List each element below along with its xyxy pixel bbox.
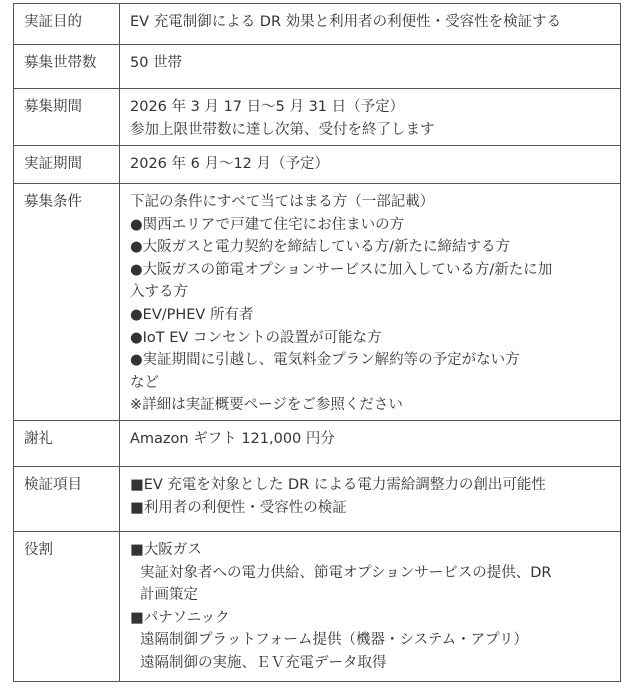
table-row-trial-period (14, 146, 621, 184)
row-value (120, 532, 621, 682)
row-value (120, 184, 621, 421)
row-label: 検証項目 (14, 467, 120, 532)
value-line: 実証対象者への電力供給、節電オプションサービスの提供、DR (140, 564, 552, 581)
row-value (120, 421, 621, 467)
table-row-verification (14, 467, 621, 532)
value-line: 遠隔制御プラットフォーム提供（機器・システム・アプリ） (140, 632, 529, 649)
row-value (120, 467, 621, 532)
value-line: 入する方 (130, 284, 188, 301)
value-line: 2026 年 6 月～12 月（予定） (130, 156, 330, 172)
value-line: ●実証期間に引越し、電気料金プラン解約等の予定がない方 (130, 352, 520, 369)
value-line: ●大阪ガスの節電オプションサービスに加入している方/新たに加 (130, 261, 553, 278)
value-line: ■EV 充電を対象とした DR による電力需給調整力の創出可能性 (130, 477, 546, 493)
value-line: など (130, 374, 159, 391)
value-line: ■パナソニック (130, 609, 230, 626)
value-line: 計画策定 (140, 587, 198, 604)
row-label: 募集期間 (14, 89, 120, 146)
row-label: 実証期間 (14, 146, 120, 184)
value-line: EV 充電制御による DR 効果と利用者の利便性・受容性を検証する (130, 14, 562, 30)
value-line: ●IoT EV コンセントの設置が可能な方 (130, 329, 382, 346)
table-row-conditions (14, 184, 621, 421)
value-line: ■大阪ガス (130, 542, 202, 558)
value-line: ●関西エリアで戸建て住宅にお住まいの方 (130, 216, 405, 233)
table-row-households (14, 45, 621, 89)
row-label: 募集条件 (14, 184, 120, 421)
value-line: ■利用者の利便性・受容性の検証 (130, 499, 347, 516)
info-table (13, 3, 621, 682)
row-value (120, 4, 621, 45)
value-line: 50 世帯 (130, 55, 183, 71)
value-line: ●大阪ガスと電力契約を締結している方/新たに締結する方 (130, 239, 511, 256)
table-row-purpose (14, 4, 621, 45)
row-label: 役割 (14, 532, 120, 682)
table-row-reward (14, 421, 621, 467)
value-line: ●EV/PHEV 所有者 (130, 306, 254, 323)
value-line: 参加上限世帯数に達し次第、受付を終了します (130, 121, 435, 138)
value-line: 下記の条件にすべて当てはまる方（一部記載） (130, 194, 435, 210)
value-line: 遠隔制御の実施、ＥＶ充電データ取得 (140, 654, 387, 671)
table-row-recruit-period (14, 89, 621, 146)
row-value (120, 45, 621, 89)
row-value (120, 146, 621, 184)
table-row-roles (14, 532, 621, 682)
row-label: 謝礼 (14, 421, 120, 467)
value-line: 2026 年 3 月 17 日～5 月 31 日（予定） (130, 99, 405, 115)
row-label: 募集世帯数 (14, 45, 120, 89)
value-line: Amazon ギフト 121,000 円分 (130, 431, 335, 447)
row-value (120, 89, 621, 146)
row-label: 実証目的 (14, 4, 120, 45)
value-line: ※詳細は実証概要ページをご参照ください (130, 397, 403, 414)
